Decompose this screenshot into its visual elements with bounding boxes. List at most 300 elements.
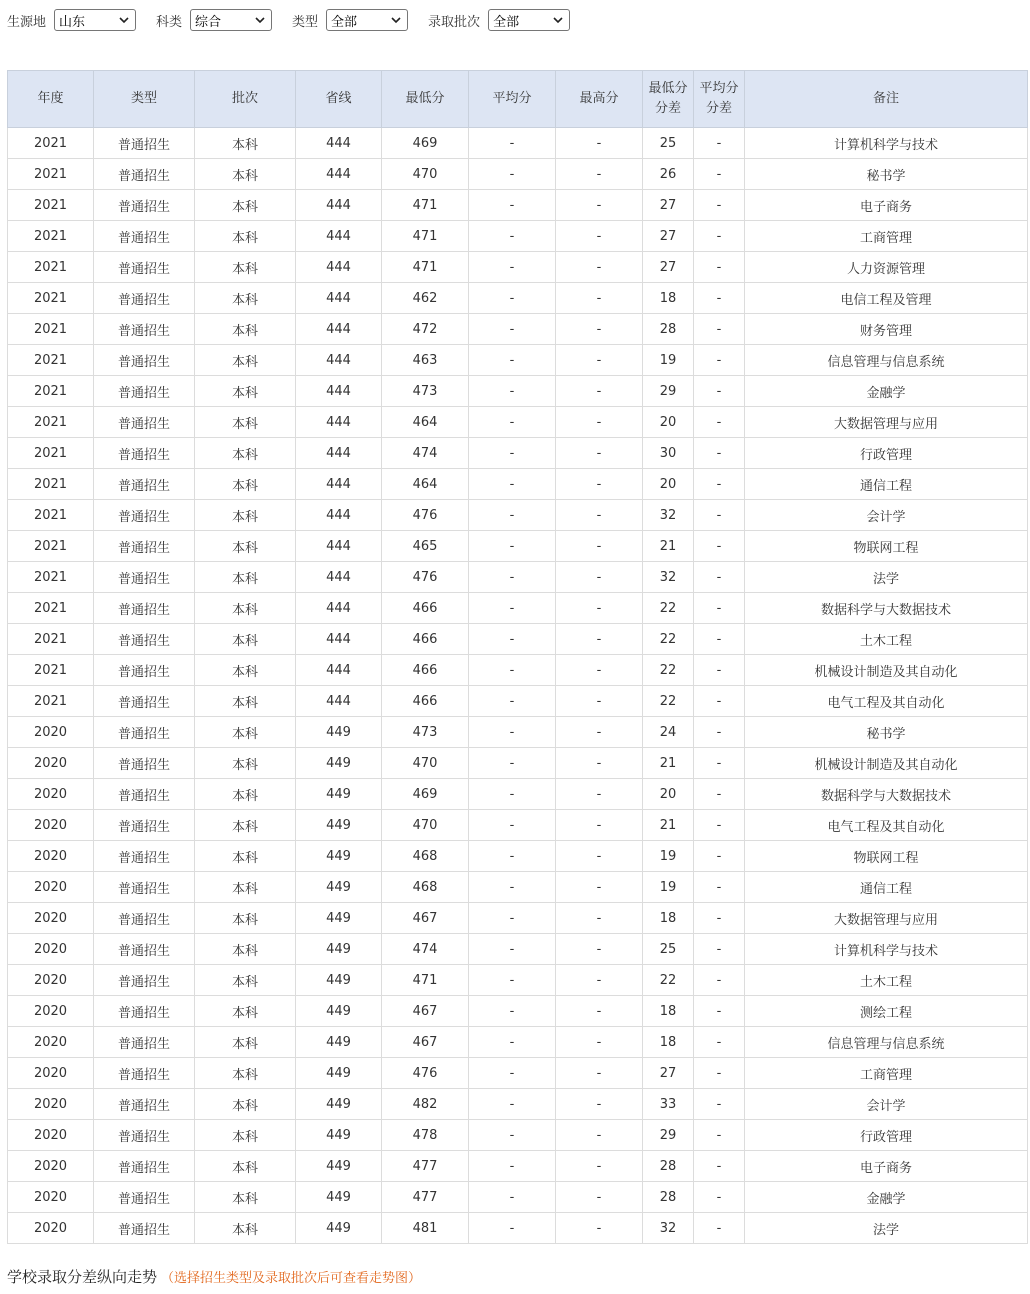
cell-avg-score: - bbox=[469, 190, 556, 221]
cell-year: 2021 bbox=[8, 593, 94, 624]
cell-remark: 秘书学 bbox=[745, 159, 1028, 190]
cell-year: 2020 bbox=[8, 996, 94, 1027]
cell-min-diff: 32 bbox=[643, 500, 694, 531]
cell-min-diff: 28 bbox=[643, 1151, 694, 1182]
cell-province-line: 449 bbox=[296, 841, 382, 872]
cell-type: 普通招生 bbox=[94, 376, 195, 407]
table-row bbox=[8, 314, 1028, 345]
origin-select-value: 山东 bbox=[59, 14, 86, 30]
col-header-remark: 备注 bbox=[745, 71, 1028, 128]
cell-year: 2020 bbox=[8, 841, 94, 872]
cell-batch: 本科 bbox=[195, 686, 296, 717]
cell-remark: 工商管理 bbox=[745, 221, 1028, 252]
cell-year: 2020 bbox=[8, 903, 94, 934]
cell-province-line: 444 bbox=[296, 376, 382, 407]
cell-min-diff: 19 bbox=[643, 345, 694, 376]
cell-batch: 本科 bbox=[195, 655, 296, 686]
cell-max-score: - bbox=[556, 221, 643, 252]
table-row bbox=[8, 841, 1028, 872]
cell-max-score: - bbox=[556, 1151, 643, 1182]
cell-avg-diff: - bbox=[694, 1213, 745, 1244]
cell-province-line: 449 bbox=[296, 996, 382, 1027]
cell-remark: 会计学 bbox=[745, 1089, 1028, 1120]
cell-remark: 金融学 bbox=[745, 1182, 1028, 1213]
cell-avg-score: - bbox=[469, 748, 556, 779]
cell-type: 普通招生 bbox=[94, 934, 195, 965]
table-row bbox=[8, 252, 1028, 283]
cell-province-line: 449 bbox=[296, 872, 382, 903]
cell-year: 2021 bbox=[8, 407, 94, 438]
cell-min-score: 465 bbox=[382, 531, 469, 562]
cell-batch: 本科 bbox=[195, 469, 296, 500]
cell-avg-diff: - bbox=[694, 1089, 745, 1120]
cell-min-score: 473 bbox=[382, 717, 469, 748]
col-header-min-score: 最低分 bbox=[382, 71, 469, 128]
table-row bbox=[8, 686, 1028, 717]
cell-avg-score: - bbox=[469, 1089, 556, 1120]
cell-province-line: 444 bbox=[296, 283, 382, 314]
type-select-value: 全部 bbox=[331, 14, 358, 30]
cell-max-score: - bbox=[556, 1027, 643, 1058]
cell-remark: 秘书学 bbox=[745, 717, 1028, 748]
cell-min-diff: 18 bbox=[643, 1027, 694, 1058]
cell-min-score: 471 bbox=[382, 221, 469, 252]
cell-type: 普通招生 bbox=[94, 1213, 195, 1244]
cell-min-score: 471 bbox=[382, 965, 469, 996]
cell-avg-score: - bbox=[469, 624, 556, 655]
table-row bbox=[8, 128, 1028, 159]
cell-avg-diff: - bbox=[694, 593, 745, 624]
cell-avg-diff: - bbox=[694, 438, 745, 469]
cell-type: 普通招生 bbox=[94, 531, 195, 562]
cell-year: 2020 bbox=[8, 1182, 94, 1213]
cell-max-score: - bbox=[556, 345, 643, 376]
cell-type: 普通招生 bbox=[94, 252, 195, 283]
cell-max-score: - bbox=[556, 562, 643, 593]
cell-year: 2020 bbox=[8, 1058, 94, 1089]
cell-avg-diff: - bbox=[694, 190, 745, 221]
cell-batch: 本科 bbox=[195, 841, 296, 872]
cell-avg-score: - bbox=[469, 717, 556, 748]
cell-type: 普通招生 bbox=[94, 686, 195, 717]
cell-province-line: 449 bbox=[296, 1182, 382, 1213]
cell-type: 普通招生 bbox=[94, 438, 195, 469]
col-header-year: 年度 bbox=[8, 71, 94, 128]
cell-batch: 本科 bbox=[195, 779, 296, 810]
col-header-type: 类型 bbox=[94, 71, 195, 128]
table-row bbox=[8, 407, 1028, 438]
cell-province-line: 444 bbox=[296, 438, 382, 469]
table-row bbox=[8, 1058, 1028, 1089]
col-header-batch: 批次 bbox=[195, 71, 296, 128]
cell-avg-diff: - bbox=[694, 996, 745, 1027]
cell-min-diff: 32 bbox=[643, 1213, 694, 1244]
cell-max-score: - bbox=[556, 314, 643, 345]
cell-min-score: 466 bbox=[382, 686, 469, 717]
cell-batch: 本科 bbox=[195, 438, 296, 469]
cell-min-score: 469 bbox=[382, 779, 469, 810]
cell-province-line: 449 bbox=[296, 1058, 382, 1089]
cell-min-diff: 18 bbox=[643, 996, 694, 1027]
table-row bbox=[8, 562, 1028, 593]
cell-batch: 本科 bbox=[195, 1027, 296, 1058]
cell-province-line: 444 bbox=[296, 655, 382, 686]
cell-batch: 本科 bbox=[195, 283, 296, 314]
cell-min-diff: 19 bbox=[643, 872, 694, 903]
cell-avg-score: - bbox=[469, 872, 556, 903]
cell-min-score: 477 bbox=[382, 1182, 469, 1213]
cell-province-line: 444 bbox=[296, 221, 382, 252]
cell-max-score: - bbox=[556, 128, 643, 159]
cell-remark: 行政管理 bbox=[745, 1120, 1028, 1151]
cell-remark: 物联网工程 bbox=[745, 841, 1028, 872]
cell-year: 2021 bbox=[8, 314, 94, 345]
cell-max-score: - bbox=[556, 438, 643, 469]
cell-avg-diff: - bbox=[694, 717, 745, 748]
table-row bbox=[8, 593, 1028, 624]
cell-avg-diff: - bbox=[694, 1027, 745, 1058]
cell-avg-diff: - bbox=[694, 345, 745, 376]
cell-type: 普通招生 bbox=[94, 190, 195, 221]
table-row bbox=[8, 438, 1028, 469]
cell-batch: 本科 bbox=[195, 190, 296, 221]
cell-batch: 本科 bbox=[195, 345, 296, 376]
col-header-min-diff: 最低分 分差 bbox=[643, 71, 694, 128]
cell-max-score: - bbox=[556, 376, 643, 407]
subject-select-value: 综合 bbox=[195, 14, 222, 30]
cell-province-line: 444 bbox=[296, 624, 382, 655]
cell-min-diff: 25 bbox=[643, 128, 694, 159]
cell-avg-diff: - bbox=[694, 314, 745, 345]
cell-avg-score: - bbox=[469, 841, 556, 872]
cell-avg-diff: - bbox=[694, 624, 745, 655]
cell-batch: 本科 bbox=[195, 1120, 296, 1151]
cell-type: 普通招生 bbox=[94, 841, 195, 872]
table-row bbox=[8, 810, 1028, 841]
cell-avg-score: - bbox=[469, 128, 556, 159]
table-row bbox=[8, 1151, 1028, 1182]
cell-min-diff: 30 bbox=[643, 438, 694, 469]
batch-select[interactable] bbox=[488, 9, 570, 31]
cell-year: 2021 bbox=[8, 190, 94, 221]
cell-max-score: - bbox=[556, 779, 643, 810]
cell-year: 2020 bbox=[8, 1120, 94, 1151]
cell-remark: 大数据管理与应用 bbox=[745, 407, 1028, 438]
cell-remark: 法学 bbox=[745, 562, 1028, 593]
cell-year: 2020 bbox=[8, 872, 94, 903]
cell-min-score: 482 bbox=[382, 1089, 469, 1120]
cell-province-line: 449 bbox=[296, 1120, 382, 1151]
cell-province-line: 444 bbox=[296, 314, 382, 345]
cell-max-score: - bbox=[556, 190, 643, 221]
cell-min-diff: 29 bbox=[643, 376, 694, 407]
cell-province-line: 449 bbox=[296, 934, 382, 965]
cell-remark: 计算机科学与技术 bbox=[745, 934, 1028, 965]
cell-province-line: 449 bbox=[296, 779, 382, 810]
cell-avg-diff: - bbox=[694, 159, 745, 190]
cell-type: 普通招生 bbox=[94, 469, 195, 500]
cell-min-score: 468 bbox=[382, 841, 469, 872]
cell-remark: 人力资源管理 bbox=[745, 252, 1028, 283]
cell-min-diff: 22 bbox=[643, 593, 694, 624]
cell-avg-diff: - bbox=[694, 562, 745, 593]
cell-year: 2021 bbox=[8, 562, 94, 593]
cell-min-score: 476 bbox=[382, 1058, 469, 1089]
cell-avg-diff: - bbox=[694, 221, 745, 252]
cell-max-score: - bbox=[556, 531, 643, 562]
cell-year: 2020 bbox=[8, 1089, 94, 1120]
cell-min-diff: 19 bbox=[643, 841, 694, 872]
cell-max-score: - bbox=[556, 655, 643, 686]
cell-avg-score: - bbox=[469, 655, 556, 686]
cell-min-score: 471 bbox=[382, 190, 469, 221]
cell-province-line: 449 bbox=[296, 1213, 382, 1244]
cell-min-diff: 26 bbox=[643, 159, 694, 190]
cell-avg-score: - bbox=[469, 686, 556, 717]
cell-avg-score: - bbox=[469, 1027, 556, 1058]
chevron-down-icon bbox=[118, 13, 130, 27]
cell-avg-score: - bbox=[469, 1058, 556, 1089]
table-row bbox=[8, 624, 1028, 655]
cell-province-line: 444 bbox=[296, 128, 382, 159]
cell-min-score: 476 bbox=[382, 500, 469, 531]
cell-remark: 行政管理 bbox=[745, 438, 1028, 469]
filter-label-subject: 科类 bbox=[156, 14, 183, 30]
cell-province-line: 444 bbox=[296, 686, 382, 717]
cell-avg-diff: - bbox=[694, 934, 745, 965]
cell-avg-score: - bbox=[469, 965, 556, 996]
type-select[interactable] bbox=[326, 9, 408, 31]
table-row bbox=[8, 1182, 1028, 1213]
cell-year: 2021 bbox=[8, 376, 94, 407]
table-row bbox=[8, 1120, 1028, 1151]
table-row bbox=[8, 1027, 1028, 1058]
cell-province-line: 444 bbox=[296, 500, 382, 531]
cell-min-diff: 28 bbox=[643, 1182, 694, 1213]
cell-min-diff: 33 bbox=[643, 1089, 694, 1120]
cell-avg-score: - bbox=[469, 810, 556, 841]
cell-avg-diff: - bbox=[694, 376, 745, 407]
cell-avg-score: - bbox=[469, 252, 556, 283]
trend-hint: （选择招生类型及录取批次后可查看走势图） bbox=[161, 1271, 422, 1286]
cell-avg-score: - bbox=[469, 1120, 556, 1151]
cell-min-score: 478 bbox=[382, 1120, 469, 1151]
cell-avg-score: - bbox=[469, 438, 556, 469]
cell-batch: 本科 bbox=[195, 593, 296, 624]
cell-batch: 本科 bbox=[195, 500, 296, 531]
cell-remark: 信息管理与信息系统 bbox=[745, 345, 1028, 376]
cell-year: 2020 bbox=[8, 717, 94, 748]
cell-min-diff: 22 bbox=[643, 965, 694, 996]
cell-min-score: 477 bbox=[382, 1151, 469, 1182]
cell-remark: 大数据管理与应用 bbox=[745, 903, 1028, 934]
cell-remark: 电气工程及其自动化 bbox=[745, 810, 1028, 841]
cell-type: 普通招生 bbox=[94, 996, 195, 1027]
batch-select-value: 全部 bbox=[493, 14, 520, 30]
cell-year: 2021 bbox=[8, 221, 94, 252]
cell-province-line: 449 bbox=[296, 717, 382, 748]
table-row bbox=[8, 345, 1028, 376]
cell-min-score: 474 bbox=[382, 934, 469, 965]
origin-select[interactable] bbox=[54, 9, 136, 31]
cell-year: 2020 bbox=[8, 748, 94, 779]
cell-max-score: - bbox=[556, 624, 643, 655]
cell-type: 普通招生 bbox=[94, 1151, 195, 1182]
cell-province-line: 449 bbox=[296, 1151, 382, 1182]
cell-remark: 财务管理 bbox=[745, 314, 1028, 345]
table-row bbox=[8, 965, 1028, 996]
admission-scores-table bbox=[7, 70, 1028, 1244]
table-row bbox=[8, 469, 1028, 500]
cell-max-score: - bbox=[556, 841, 643, 872]
cell-min-score: 476 bbox=[382, 562, 469, 593]
table-row bbox=[8, 1089, 1028, 1120]
cell-max-score: - bbox=[556, 1182, 643, 1213]
table-row bbox=[8, 748, 1028, 779]
cell-batch: 本科 bbox=[195, 624, 296, 655]
cell-type: 普通招生 bbox=[94, 283, 195, 314]
cell-batch: 本科 bbox=[195, 562, 296, 593]
cell-min-diff: 20 bbox=[643, 469, 694, 500]
cell-type: 普通招生 bbox=[94, 593, 195, 624]
cell-avg-diff: - bbox=[694, 779, 745, 810]
cell-type: 普通招生 bbox=[94, 562, 195, 593]
cell-min-diff: 27 bbox=[643, 190, 694, 221]
cell-avg-score: - bbox=[469, 345, 556, 376]
cell-min-diff: 27 bbox=[643, 252, 694, 283]
cell-remark: 物联网工程 bbox=[745, 531, 1028, 562]
cell-min-score: 464 bbox=[382, 407, 469, 438]
cell-remark: 电气工程及其自动化 bbox=[745, 686, 1028, 717]
cell-province-line: 444 bbox=[296, 469, 382, 500]
cell-avg-diff: - bbox=[694, 1058, 745, 1089]
filter-label-batch: 录取批次 bbox=[428, 14, 481, 30]
cell-min-diff: 20 bbox=[643, 779, 694, 810]
subject-select[interactable] bbox=[190, 9, 272, 31]
cell-batch: 本科 bbox=[195, 128, 296, 159]
cell-avg-diff: - bbox=[694, 1151, 745, 1182]
cell-min-score: 467 bbox=[382, 996, 469, 1027]
cell-year: 2020 bbox=[8, 810, 94, 841]
cell-avg-score: - bbox=[469, 159, 556, 190]
cell-type: 普通招生 bbox=[94, 345, 195, 376]
cell-min-diff: 24 bbox=[643, 717, 694, 748]
cell-remark: 电子商务 bbox=[745, 190, 1028, 221]
cell-avg-diff: - bbox=[694, 1120, 745, 1151]
cell-avg-score: - bbox=[469, 996, 556, 1027]
cell-avg-diff: - bbox=[694, 531, 745, 562]
cell-min-score: 470 bbox=[382, 748, 469, 779]
cell-batch: 本科 bbox=[195, 934, 296, 965]
cell-avg-score: - bbox=[469, 1151, 556, 1182]
cell-avg-diff: - bbox=[694, 903, 745, 934]
cell-min-diff: 18 bbox=[643, 903, 694, 934]
table-header-row bbox=[8, 71, 1028, 128]
cell-min-diff: 20 bbox=[643, 407, 694, 438]
table-row bbox=[8, 779, 1028, 810]
cell-avg-score: - bbox=[469, 407, 556, 438]
cell-min-score: 464 bbox=[382, 469, 469, 500]
filter-label-type: 类型 bbox=[292, 14, 319, 30]
cell-type: 普通招生 bbox=[94, 624, 195, 655]
cell-avg-score: - bbox=[469, 314, 556, 345]
cell-remark: 计算机科学与技术 bbox=[745, 128, 1028, 159]
cell-min-score: 466 bbox=[382, 624, 469, 655]
cell-year: 2020 bbox=[8, 1213, 94, 1244]
cell-remark: 金融学 bbox=[745, 376, 1028, 407]
cell-min-score: 473 bbox=[382, 376, 469, 407]
cell-type: 普通招生 bbox=[94, 903, 195, 934]
col-header-max-score: 最高分 bbox=[556, 71, 643, 128]
cell-batch: 本科 bbox=[195, 1182, 296, 1213]
cell-avg-score: - bbox=[469, 562, 556, 593]
cell-min-diff: 22 bbox=[643, 624, 694, 655]
cell-min-diff: 25 bbox=[643, 934, 694, 965]
cell-min-diff: 21 bbox=[643, 748, 694, 779]
cell-min-score: 481 bbox=[382, 1213, 469, 1244]
cell-batch: 本科 bbox=[195, 159, 296, 190]
cell-remark: 通信工程 bbox=[745, 469, 1028, 500]
cell-min-score: 463 bbox=[382, 345, 469, 376]
cell-batch: 本科 bbox=[195, 407, 296, 438]
cell-avg-score: - bbox=[469, 469, 556, 500]
cell-avg-diff: - bbox=[694, 810, 745, 841]
cell-min-diff: 21 bbox=[643, 531, 694, 562]
table-body bbox=[8, 128, 1028, 1244]
cell-batch: 本科 bbox=[195, 810, 296, 841]
cell-type: 普通招生 bbox=[94, 1182, 195, 1213]
cell-batch: 本科 bbox=[195, 252, 296, 283]
cell-max-score: - bbox=[556, 810, 643, 841]
cell-year: 2021 bbox=[8, 655, 94, 686]
cell-avg-score: - bbox=[469, 221, 556, 252]
table-row bbox=[8, 221, 1028, 252]
table-row bbox=[8, 376, 1028, 407]
cell-province-line: 444 bbox=[296, 190, 382, 221]
cell-batch: 本科 bbox=[195, 1089, 296, 1120]
cell-province-line: 444 bbox=[296, 531, 382, 562]
cell-max-score: - bbox=[556, 1213, 643, 1244]
cell-year: 2021 bbox=[8, 128, 94, 159]
table-row bbox=[8, 159, 1028, 190]
cell-batch: 本科 bbox=[195, 314, 296, 345]
cell-min-diff: 28 bbox=[643, 314, 694, 345]
trend-title: 学校录取分差纵向走势 bbox=[7, 1268, 158, 1286]
cell-type: 普通招生 bbox=[94, 1120, 195, 1151]
cell-batch: 本科 bbox=[195, 903, 296, 934]
cell-year: 2021 bbox=[8, 686, 94, 717]
cell-min-diff: 29 bbox=[643, 1120, 694, 1151]
cell-type: 普通招生 bbox=[94, 872, 195, 903]
cell-max-score: - bbox=[556, 748, 643, 779]
cell-min-score: 467 bbox=[382, 903, 469, 934]
cell-type: 普通招生 bbox=[94, 1027, 195, 1058]
cell-batch: 本科 bbox=[195, 872, 296, 903]
cell-avg-diff: - bbox=[694, 965, 745, 996]
cell-max-score: - bbox=[556, 686, 643, 717]
cell-year: 2021 bbox=[8, 283, 94, 314]
cell-province-line: 449 bbox=[296, 1089, 382, 1120]
cell-province-line: 449 bbox=[296, 965, 382, 996]
table-row bbox=[8, 190, 1028, 221]
table-row bbox=[8, 283, 1028, 314]
cell-min-score: 466 bbox=[382, 655, 469, 686]
chevron-down-icon bbox=[552, 13, 564, 27]
cell-type: 普通招生 bbox=[94, 748, 195, 779]
cell-max-score: - bbox=[556, 934, 643, 965]
cell-avg-diff: - bbox=[694, 686, 745, 717]
cell-avg-diff: - bbox=[694, 469, 745, 500]
